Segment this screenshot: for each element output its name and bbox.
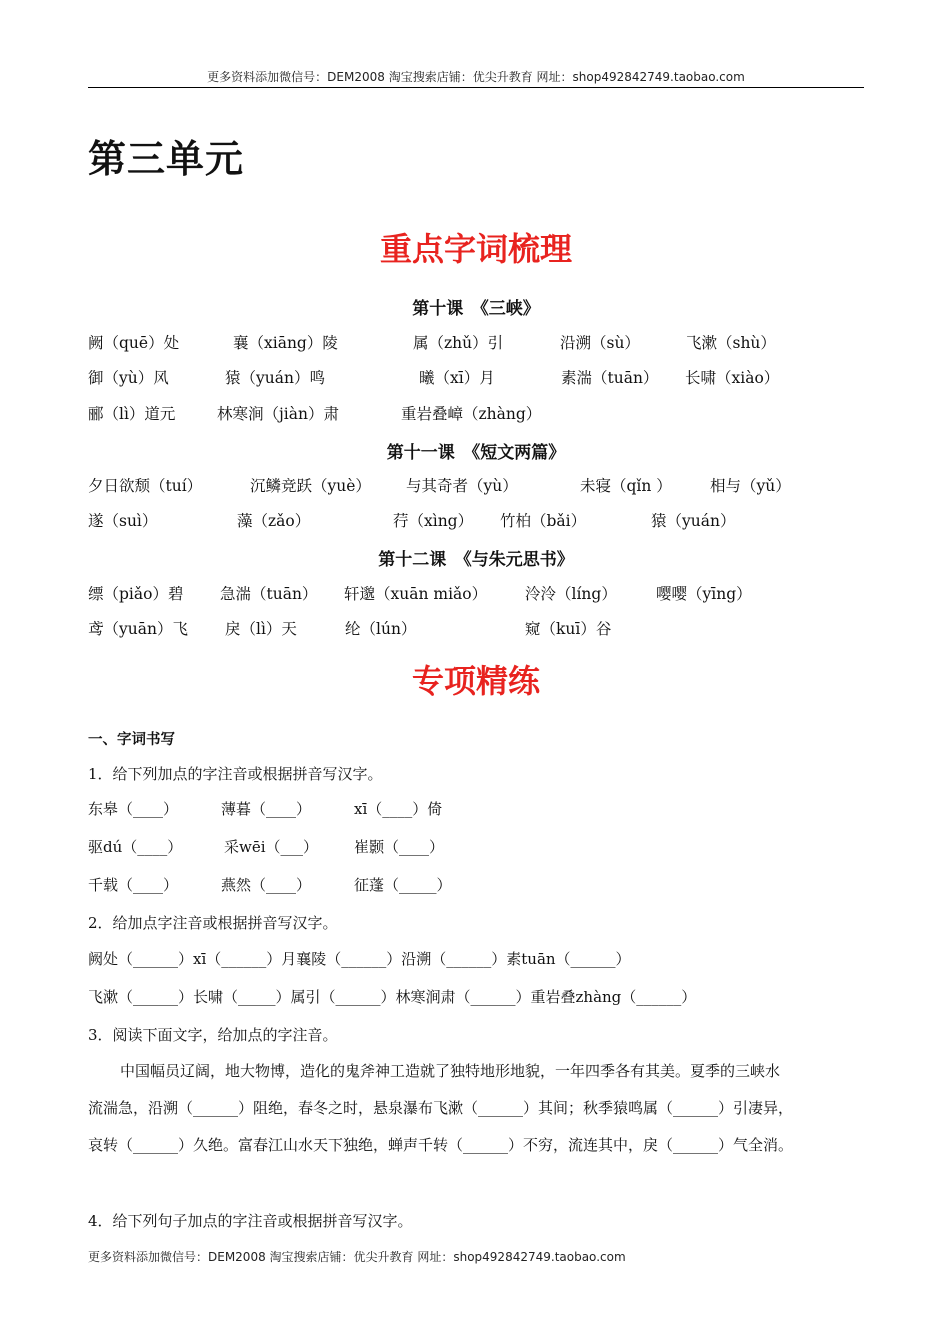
lesson-10-row-1 bbox=[88, 331, 864, 355]
header-divider bbox=[88, 87, 864, 88]
lesson-10-row-2 bbox=[88, 366, 864, 390]
word-item: 长啸（xiào） bbox=[685, 369, 780, 387]
word-item: 沉鳞竞跃（yuè） bbox=[250, 477, 371, 495]
word-item: 缥（piǎo）碧 bbox=[88, 585, 184, 603]
word-item: 戾（lì）天 bbox=[225, 620, 297, 638]
blank-item: xī（____）倚 bbox=[354, 800, 443, 818]
lesson-11-row-2 bbox=[88, 509, 864, 533]
blank-item: 燕然（____） bbox=[221, 876, 312, 894]
lesson-12-title: 第十二课 《与朱元思书》 bbox=[378, 550, 574, 570]
question-2-line-2: 飞漱（______）长啸（_____）属引（______）林寒涧肃（______）重岩叠zhàng（______） bbox=[88, 988, 697, 1006]
blank-item: 征蓬（_____） bbox=[354, 876, 452, 894]
word-item: 属（zhǔ）引 bbox=[413, 334, 504, 352]
word-item: 嘤嘤（yīng） bbox=[656, 585, 752, 603]
word-item: 阙（quē）处 bbox=[88, 334, 180, 352]
page-footer: 更多资料添加微信号：DEM2008 淘宝搜索店铺：优尖升教育 网址：shop492842749.taobao.com bbox=[88, 1250, 626, 1264]
question-1-row-3 bbox=[88, 874, 864, 896]
word-item: 纶（lún） bbox=[345, 620, 417, 638]
word-item: 荇（xìng） bbox=[393, 512, 474, 530]
word-item: 未寝（qǐn ） bbox=[580, 477, 672, 495]
question-1-title: 1．给下列加点的字注音或根据拼音写汉字。 bbox=[88, 765, 383, 783]
question-2-line-1: 阙处（______）xī（______）月襄陵（______）沿溯（______）素tuān（______） bbox=[88, 950, 631, 968]
blank-item: 崔颢（____） bbox=[354, 838, 445, 856]
word-item: 鸢（yuān）飞 bbox=[88, 620, 188, 638]
section-title-key-words: 重点字词梳理 bbox=[379, 230, 572, 268]
blank-item: 薄暮（____） bbox=[221, 800, 312, 818]
lesson-11-row-1 bbox=[88, 474, 864, 498]
lesson-11-title: 第十一课 《短文两篇》 bbox=[386, 443, 566, 463]
unit-title: 第三单元 bbox=[88, 137, 245, 181]
blank-item: 采wēi（___） bbox=[224, 838, 319, 856]
word-item: 御（yù）风 bbox=[88, 369, 169, 387]
blank-item: 驱dú（____） bbox=[88, 838, 183, 856]
word-item: 素湍（tuān） bbox=[561, 369, 659, 387]
passage-line: 中国幅员辽阔，地大物博，造化的鬼斧神工造就了独特地形地貌，一年四季各有其美。夏季的三峡水 bbox=[120, 1062, 781, 1080]
word-item: 襄（xiāng）陵 bbox=[233, 334, 338, 352]
passage-line: 哀转（______）久绝。富春江山水天下独绝，蝉声千转（______）不穷，流连其中，戾（______）气全消。 bbox=[88, 1136, 794, 1154]
word-item: 藻（zǎo） bbox=[237, 512, 311, 530]
lesson-12-row-1 bbox=[88, 582, 864, 606]
word-item: 泠泠（líng） bbox=[525, 585, 617, 603]
word-item: 林寒涧（jiàn）肃 bbox=[217, 405, 339, 423]
word-item: 遂（suì） bbox=[88, 512, 158, 530]
word-item: 轩邈（xuān miǎo） bbox=[344, 585, 488, 603]
lesson-10-row-3 bbox=[88, 402, 864, 426]
word-item: 竹柏（bǎi） bbox=[500, 512, 587, 530]
section-title-practice: 专项精练 bbox=[411, 662, 540, 700]
word-item: 窥（kuī）谷 bbox=[525, 620, 612, 638]
word-item: 飞漱（shù） bbox=[686, 334, 776, 352]
word-item: 猿（yuán） bbox=[651, 512, 736, 530]
page-header: 更多资料添加微信号：DEM2008 淘宝搜索店铺：优尖升教育 网址：shop492842749.taobao.com bbox=[207, 70, 745, 84]
word-item: 相与（yǔ） bbox=[710, 477, 791, 495]
lesson-12-row-2 bbox=[88, 617, 864, 641]
blank-item: 千载（____） bbox=[88, 876, 179, 894]
question-1-row-1 bbox=[88, 798, 864, 820]
word-item: 重岩叠嶂（zhàng） bbox=[401, 405, 542, 423]
word-item: 曦（xī）月 bbox=[419, 369, 495, 387]
part-1-title: 一、字词书写 bbox=[88, 732, 175, 748]
word-item: 猿（yuán）鸣 bbox=[225, 369, 325, 387]
word-item: 郦（lì）道元 bbox=[88, 405, 176, 423]
word-item: 沿溯（sù） bbox=[560, 334, 640, 352]
word-item: 夕日欲颓（tuí） bbox=[88, 477, 203, 495]
question-4-title: 4．给下列句子加点的字注音或根据拼音写汉字。 bbox=[88, 1212, 413, 1230]
lesson-10-title: 第十课 《三峡》 bbox=[412, 299, 540, 319]
question-3-passage bbox=[88, 1060, 864, 1171]
passage-line: 流湍急，沿溯（______）阻绝，春冬之时，悬泉瀑布飞漱（______）其间；秋季猿鸣属（______）引凄异， bbox=[88, 1099, 794, 1117]
word-item: 急湍（tuān） bbox=[220, 585, 318, 603]
question-3-title: 3．阅读下面文字，给加点的字注音。 bbox=[88, 1026, 338, 1044]
blank-item: 东皋（____） bbox=[88, 800, 179, 818]
word-item: 与其奇者（yù） bbox=[406, 477, 518, 495]
question-1-row-2 bbox=[88, 836, 864, 858]
question-2-title: 2．给加点字注音或根据拼音写汉字。 bbox=[88, 914, 338, 932]
